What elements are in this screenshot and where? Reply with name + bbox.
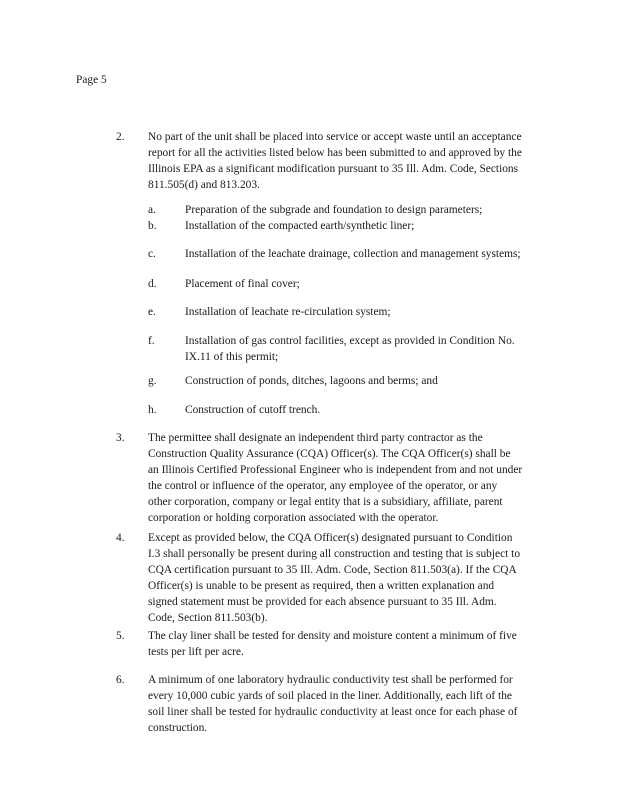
subitem-a-text <box>185 202 555 218</box>
item-number-5: 5. <box>116 630 125 642</box>
subitem-letter-c: c. <box>148 248 156 260</box>
text-line: Construction Quality Assurance (CQA) Officer(s). The CQA Officer(s) shall be <box>148 448 511 460</box>
text-line: report for all the activities listed below has been submitted to and approved by the <box>148 147 522 159</box>
text-line: the control or influence of the operator, any employee of the operator, or any <box>148 480 498 492</box>
subitem-g-text <box>185 373 555 389</box>
page-number: Page 5 <box>76 74 107 86</box>
text-line: an Illinois Certified Professional Engineer who is independent from and not under <box>148 464 523 476</box>
text-line: tests per lift per acre. <box>148 646 244 658</box>
item-number-2: 2. <box>116 131 125 143</box>
text-line: A minimum of one laboratory hydraulic conductivity test shall be performed for <box>148 674 513 686</box>
item-number-6: 6. <box>116 674 125 686</box>
text-line: Officer(s) is unable to be present as required, then a written explanation and <box>148 580 495 592</box>
subitem-c-text <box>185 246 555 262</box>
item-number-3: 3. <box>116 432 125 444</box>
text-line: Construction of cutoff trench. <box>185 404 321 416</box>
text-line: The clay liner shall be tested for density and moisture content a minimum of five <box>148 630 517 642</box>
text-line: signed statement must be provided for each absence pursuant to 35 Ill. Adm. <box>148 596 497 608</box>
text-line: construction. <box>148 722 208 734</box>
item-2-paragraph <box>148 129 548 193</box>
subitem-letter-g: g. <box>148 375 157 387</box>
text-line: No part of the unit shall be placed into service or accept waste until an acceptance <box>148 131 522 143</box>
subitem-letter-b: b. <box>148 220 157 232</box>
text-line: Construction of ponds, ditches, lagoons and berms; and <box>185 375 438 387</box>
subitem-e-text <box>185 304 555 320</box>
text-line: Installation of leachate re-circulation system; <box>185 306 391 318</box>
text-line: Preparation of the subgrade and foundation to design parameters; <box>185 204 483 216</box>
item-3-paragraph <box>148 430 548 526</box>
text-line: Placement of final cover; <box>185 278 300 290</box>
subitem-f-text <box>185 333 555 365</box>
text-line: IX.11 of this permit; <box>185 351 279 363</box>
subitem-d-text <box>185 276 555 292</box>
text-line: every 10,000 cubic yards of soil placed in the liner. Additionally, each lift of the <box>148 690 512 702</box>
subitem-letter-h: h. <box>148 404 157 416</box>
text-line: Installation of the leachate drainage, collection and management systems; <box>185 248 521 260</box>
subitem-letter-e: e. <box>148 306 156 318</box>
text-line: Installation of gas control facilities, except as provided in Condition No. <box>185 335 515 347</box>
subitem-b-text <box>185 218 555 234</box>
text-line: other corporation, company or legal entity that is a subsidiary, affiliate, parent <box>148 496 503 508</box>
text-line: The permittee shall designate an independent third party contractor as the <box>148 432 483 444</box>
item-4-paragraph <box>148 530 548 626</box>
text-line: Illinois EPA as a significant modification pursuant to 35 Ill. Adm. Code, Sections <box>148 163 519 175</box>
subitem-h-text <box>185 402 555 418</box>
item-5-paragraph <box>148 628 548 660</box>
text-line: corporation or holding corporation associated with the operator. <box>148 512 439 524</box>
subitem-letter-a: a. <box>148 204 156 216</box>
text-line: Except as provided below, the CQA Officer(s) designated pursuant to Condition <box>148 532 513 544</box>
text-line: 811.505(d) and 813.203. <box>148 179 260 191</box>
text-line: Code, Section 811.503(b). <box>148 612 268 624</box>
text-line: I.3 shall personally be present during all construction and testing that is subject to <box>148 548 521 560</box>
text-line: Installation of the compacted earth/synthetic liner; <box>185 220 415 232</box>
subitem-letter-f: f. <box>148 335 155 347</box>
subitem-letter-d: d. <box>148 278 157 290</box>
text-line: soil liner shall be tested for hydraulic conductivity at least once for each phase of <box>148 706 518 718</box>
item-6-paragraph <box>148 672 548 736</box>
item-number-4: 4. <box>116 532 125 544</box>
text-line: CQA certification pursuant to 35 Ill. Adm. Code, Section 811.503(a). If the CQA <box>148 564 517 576</box>
